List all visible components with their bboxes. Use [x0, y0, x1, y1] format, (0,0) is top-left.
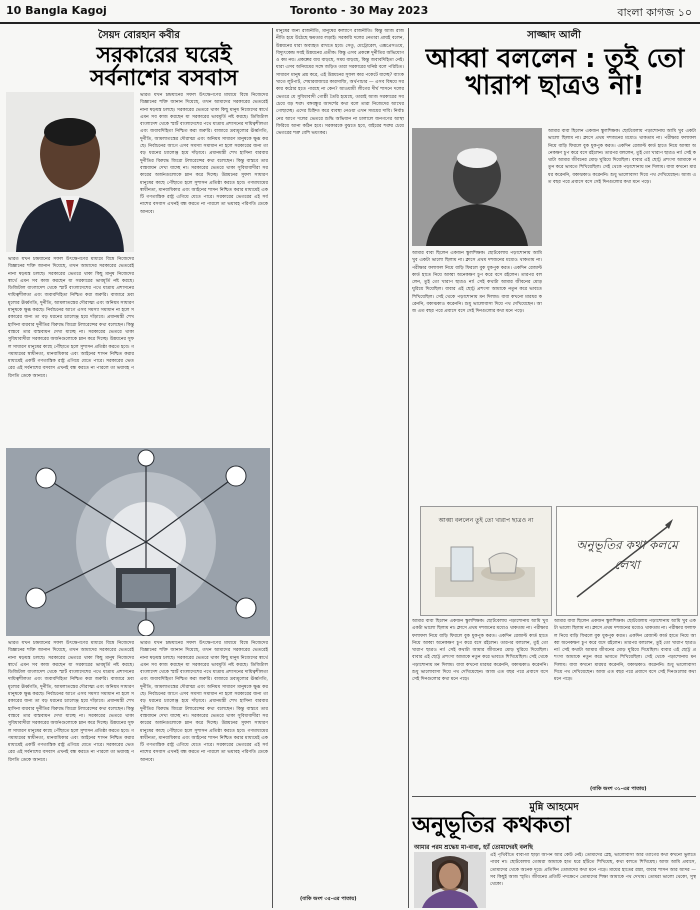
- article-body-part: ভারত যখন চন্দ্রযানের সফল উৎক্ষেপণের মাধ্যমে বিশ্বে নিজেদের বিজ্ঞানের শক্তি জানান দিয়েছে, তখন আমাদের সরকারের ভেতরেই নানা ষড়যন্ত্র চলছে। সরকারের ভেতরে থাকা কিছু মানুষ নিজেদের স্বার্থে এমন সব কাজ করছেন যা সরকারের ভাবমূর্তি নষ্ট করছে। ডিজিটাল বাংলাদেশ থেকে স্মার্ট বাংলাদেশের পথে যাত্রায় প্রশাসনের দায়িত্বশীলতা এবং জবাবদিহিতা নিশ্চিত করা জরুরি। বাজারে দ্রব্যমূল্যের ঊর্ধ্বগতি, দুর্নীতি, আমলাতন্ত্রের দৌরাত্ম্য এবং অনিয়ম সাধারণ মানুষকে ক্ষুব্ধ করছে। নির্বাচনের আগে এসব সমস্যা সমাধান না হলে সরকারের জন্য তা বড় ধরনের চ্যালেঞ্জ হয়ে দাঁড়াবে। প্রধানমন্ত্রী শেখ হাসিনা বারবার দুর্নীতির বিরুদ্ধে জিরো টলারেন্সের কথা বলেছেন। কিন্তু বাস্তবে তার বাস্তবায়ন দেখা যাচ্ছে না। সরকারের ভেতরে থাকা সুবিধাবাদীরা সরকারের অর্জনগুলোকে ম্লান করে দিচ্ছে। উন্নয়নের সুফল সাধারণ মানুষের কাছে পৌঁছাতে হলে সুশাসন প্রতিষ্ঠা করতে হবে। গণমাধ্যমের স্বাধীনতা, মানবাধিকার এবং আইনের শাসন নিশ্চিত করার মাধ্যমেই একটি গণতান্ত্রিক রাষ্ট্র এগিয়ে যেতে পারে। সরকারের ভেতরের এই সর্বনাশের বসবাস এখনই বন্ধ করতে না পারলে তা ভয়াবহ পরিণতি ডেকে আনবে।: [140, 641, 268, 763]
- byline: সৈয়দ বোরহান কবীর: [98, 30, 180, 41]
- author-portrait: [6, 92, 134, 252]
- article-body-part: আমার বাবা ছিলেন একজন স্কুলশিক্ষক। ছোটবেলায় পড়াশোনায় আমি খুব একটা ভালো ছিলাম না। ক্লাসে প্রথম দশজনের মধ্যেও থাকতাম না। পরীক্ষার ফলাফল নিয়ে বাড়ি ফিরলে বুক ধুকপুক করত। একদিন রেজাল্ট কার্ড হাতে নিয়ে আব্বা অনেকক্ষণ চুপ করে বসে রইলেন। তারপর বললেন, তুই তো খারাপ ছাত্রও না! সেই কথাটা আমার জীবনের মোড় ঘুরিয়ে দিয়েছিল। বাবার এই ছোট্ট প্রশংসা আমাকে নতুন করে ভাবতে শিখিয়েছিল। সেই থেকে পড়াশোনায় মন দিলাম। বাবা কখনো মারধর করেননি, বকাঝকাও করেননি। শুধু ভালোবাসা দিয়ে পথ দেখিয়েছেন। আজ এত বছর পরে প্রবাসে বসে সেই দিনগুলোর কথা মনে পড়ে।: [548, 129, 696, 186]
- article-body-part: ভারত যখন চন্দ্রযানের সফল উৎক্ষেপণের মাধ্যমে বিশ্বে নিজেদের বিজ্ঞানের শক্তি জানান দিয়েছে, তখন আমাদের সরকারের ভেতরেই নানা ষড়যন্ত্র চলছে। সরকারের ভেতরে থাকা কিছু মানুষ নিজেদের স্বার্থে এমন সব কাজ করছেন যা সরকারের ভাবমূর্তি নষ্ট করছে। ডিজিটাল বাংলাদেশ থেকে স্মার্ট বাংলাদেশের পথে যাত্রায় প্রশাসনের দায়িত্বশীলতা এবং জবাবদিহিতা নিশ্চিত করা জরুরি। বাজারে দ্রব্যমূল্যের ঊর্ধ্বগতি, দুর্নীতি, আমলাতন্ত্রের দৌরাত্ম্য এবং অনিয়ম সাধারণ মানুষকে ক্ষুব্ধ করছে। নির্বাচনের আগে এসব সমস্যা সমাধান না হলে সরকারের জন্য তা বড় ধরনের চ্যালেঞ্জ হয়ে দাঁড়াবে। প্রধানমন্ত্রী শেখ হাসিনা বারবার দুর্নীতির বিরুদ্ধে জিরো টলারেন্সের কথা বলেছেন। কিন্তু বাস্তবে তার বাস্তবায়ন দেখা যাচ্ছে না। সরকারের ভেতরে থাকা সুবিধাবাদীরা সরকারের অর্জনগুলোকে ম্লান করে দিচ্ছে। উন্নয়নের সুফল সাধারণ মানুষের কাছে পৌঁছাতে হলে সুশাসন প্রতিষ্ঠা করতে হবে। গণমাধ্যমের স্বাধীনতা, মানবাধিকার এবং আইনের শাসন নিশ্চিত করার মাধ্যমেই একটি গণতান্ত্রিক রাষ্ট্র এগিয়ে যেতে পারে। সরকারের ভেতরের এই সর্বনাশের বসবাস এখনই বন্ধ করতে না পারলে তা ভয়াবহ পরিণতি ডেকে আনবে।: [140, 93, 268, 215]
- headline: অনুভূতির কথকতা: [412, 813, 572, 838]
- author-portrait: [412, 128, 542, 246]
- section-divider: [412, 796, 696, 797]
- page-header: [0, 0, 700, 24]
- quote-box: [556, 506, 698, 616]
- article-body-part: আমার বাবা ছিলেন একজন স্কুলশিক্ষক। ছোটবেলায় পড়াশোনায় আমি খুব একটা ভালো ছিলাম না। ক্লাসে প্রথম দশজনের মধ্যেও থাকতাম না। পরীক্ষার ফলাফল নিয়ে বাড়ি ফিরলে বুক ধুকপুক করত। একদিন রেজাল্ট কার্ড হাতে নিয়ে আব্বা অনেকক্ষণ চুপ করে বসে রইলেন। তারপর বললেন, তুই তো খারাপ ছাত্রও না! সেই কথাটা আমার জীবনের মোড় ঘুরিয়ে দিয়েছিল। বাবার এই ছোট্ট প্রশংসা আমাকে নতুন করে ভাবতে শিখিয়েছিল। সেই থেকে পড়াশোনায় মন দিলাম। বাবা কখনো মারধর করেননি, বকাঝকাও করেননি। শুধু ভালোবাসা দিয়ে পথ দেখিয়েছেন। আজ এত বছর পরে প্রবাসে বসে সেই দিনগুলোর কথা মনে পড়ে।: [554, 619, 696, 683]
- headline: সরকারের ঘরেই সর্বনাশের বসবাস: [90, 43, 238, 92]
- article-body-part: ভারত যখন চন্দ্রযানের সফল উৎক্ষেপণের মাধ্যমে বিশ্বে নিজেদের বিজ্ঞানের শক্তি জানান দিয়েছে, তখন আমাদের সরকারের ভেতরেই নানা ষড়যন্ত্র চলছে। সরকারের ভেতরে থাকা কিছু মানুষ নিজেদের স্বার্থে এমন সব কাজ করছেন যা সরকারের ভাবমূর্তি নষ্ট করছে। ডিজিটাল বাংলাদেশ থেকে স্মার্ট বাংলাদেশের পথে যাত্রায় প্রশাসনের দায়িত্বশীলতা এবং জবাবদিহিতা নিশ্চিত করা জরুরি। বাজারে দ্রব্যমূল্যের ঊর্ধ্বগতি, দুর্নীতি, আমলাতন্ত্রের দৌরাত্ম্য এবং অনিয়ম সাধারণ মানুষকে ক্ষুব্ধ করছে। নির্বাচনের আগে এসব সমস্যা সমাধান না হলে সরকারের জন্য তা বড় ধরনের চ্যালেঞ্জ হয়ে দাঁড়াবে। প্রধানমন্ত্রী শেখ হাসিনা বারবার দুর্নীতির বিরুদ্ধে জিরো টলারেন্সের কথা বলেছেন। কিন্তু বাস্তবে তার বাস্তবায়ন দেখা যাচ্ছে না। সরকারের ভেতরে থাকা সুবিধাবাদীরা সরকারের অর্জনগুলোকে ম্লান করে দিচ্ছে। উন্নয়নের সুফল সাধারণ মানুষের কাছে পৌঁছাতে হলে সুশাসন প্রতিষ্ঠা করতে হবে। গণমাধ্যমের স্বাধীনতা, মানবাধিকার এবং আইনের শাসন নিশ্চিত করার মাধ্যমেই একটি গণতান্ত্রিক রাষ্ট্র এগিয়ে যেতে পারে। সরকারের ভেতরের এই সর্বনাশের বসবাস এখনই বন্ধ করতে না পারলে তা ভয়াবহ পরিণতি ডেকে আনবে।: [8, 641, 134, 763]
- quote-caption: আব্বা বললেন তুই তো খারাপ ছাত্রও না: [438, 517, 534, 524]
- article-body-part: আমার বাবা ছিলেন একজন স্কুলশিক্ষক। ছোটবেলায় পড়াশোনায় আমি খুব একটা ভালো ছিলাম না। ক্লাসে প্রথম দশজনের মধ্যেও থাকতাম না। পরীক্ষার ফলাফল নিয়ে বাড়ি ফিরলে বুক ধুকপুক করত। একদিন রেজাল্ট কার্ড হাতে নিয়ে আব্বা অনেকক্ষণ চুপ করে বসে রইলেন। তারপর বললেন, তুই তো খারাপ ছাত্রও না! সেই কথাটা আমার জীবনের মোড় ঘুরিয়ে দিয়েছিল। বাবার এই ছোট্ট প্রশংসা আমাকে নতুন করে ভাবতে শিখিয়েছিল। সেই থেকে পড়াশোনায় মন দিলাম। বাবা কখনো মারধর করেননি, বকাঝকাও করেননি। শুধু ভালোবাসা দিয়ে পথ দেখিয়েছেন। আজ এত বছর পরে প্রবাসে বসে সেই দিনগুলোর কথা মনে পড়ে।: [412, 251, 542, 315]
- continued-note: (বাকি অংশ ৩৫-এর পাতায়): [300, 896, 357, 902]
- headline: আব্বা বললেন : তুই তো খারাপ ছাত্রও না!: [425, 44, 685, 102]
- article-intro: আমার পরম শ্রদ্ধেয় মা-বাবা, হ্যাঁ তোমাদেরই বলছি: [414, 844, 533, 851]
- article-body-part: ভারত যখন চন্দ্রযানের সফল উৎক্ষেপণের মাধ্যমে বিশ্বে নিজেদের বিজ্ঞানের শক্তি জানান দিয়েছে, তখন আমাদের সরকারের ভেতরেই নানা ষড়যন্ত্র চলছে। সরকারের ভেতরে থাকা কিছু মানুষ নিজেদের স্বার্থে এমন সব কাজ করছেন যা সরকারের ভাবমূর্তি নষ্ট করছে। ডিজিটাল বাংলাদেশ থেকে স্মার্ট বাংলাদেশের পথে যাত্রায় প্রশাসনের দায়িত্বশীলতা এবং জবাবদিহিতা নিশ্চিত করা জরুরি। বাজারে দ্রব্যমূল্যের ঊর্ধ্বগতি, দুর্নীতি, আমলাতন্ত্রের দৌরাত্ম্য এবং অনিয়ম সাধারণ মানুষকে ক্ষুব্ধ করছে। নির্বাচনের আগে এসব সমস্যা সমাধান না হলে সরকারের জন্য তা বড় ধরনের চ্যালেঞ্জ হয়ে দাঁড়াবে। প্রধানমন্ত্রী শেখ হাসিনা বারবার দুর্নীতির বিরুদ্ধে জিরো টলারেন্সের কথা বলেছেন। কিন্তু বাস্তবে তার বাস্তবায়ন দেখা যাচ্ছে না। সরকারের ভেতরে থাকা সুবিধাবাদীরা সরকারের অর্জনগুলোকে ম্লান করে দিচ্ছে। উন্নয়নের সুফল সাধারণ মানুষের কাছে পৌঁছাতে হলে সুশাসন প্রতিষ্ঠা করতে হবে। গণমাধ্যমের স্বাধীনতা, মানবাধিকার এবং আইনের শাসন নিশ্চিত করার মাধ্যমেই একটি গণতান্ত্রিক রাষ্ট্র এগিয়ে যেতে পারে। সরকারের ভেতরের এই সর্বনাশের বসবাস এখনই বন্ধ করতে না পারলে তা ভয়াবহ পরিণতি ডেকে আনবে।: [8, 257, 134, 379]
- article-body-part: আমার বাবা ছিলেন একজন স্কুলশিক্ষক। ছোটবেলায় পড়াশোনায় আমি খুব একটা ভালো ছিলাম না। ক্লাসে প্রথম দশজনের মধ্যেও থাকতাম না। পরীক্ষার ফলাফল নিয়ে বাড়ি ফিরলে বুক ধুকপুক করত। একদিন রেজাল্ট কার্ড হাতে নিয়ে আব্বা অনেকক্ষণ চুপ করে বসে রইলেন। তারপর বললেন, তুই তো খারাপ ছাত্রও না! সেই কথাটা আমার জীবনের মোড় ঘুরিয়ে দিয়েছিল। বাবার এই ছোট্ট প্রশংসা আমাকে নতুন করে ভাবতে শিখিয়েছিল। সেই থেকে পড়াশোনায় মন দিলাম। বাবা কখনো মারধর করেননি, বকাঝকাও করেননি। শুধু ভালোবাসা দিয়ে পথ দেখিয়েছেন। আজ এত বছর পরে প্রবাসে বসে সেই দিনগুলোর কথা মনে পড়ে।: [412, 619, 548, 683]
- author-portrait: [414, 852, 486, 908]
- quote-box-text: অনুভূতির কথা কলমে লেখা: [576, 538, 678, 572]
- byline: সাজ্জাদ আলী: [527, 30, 581, 41]
- quote-photo: [420, 506, 552, 616]
- page-label: 10 Bangla Kagoj: [6, 4, 107, 17]
- continued-note: (বাকি অংশ ৩১-এর পাতায়): [590, 786, 647, 792]
- date-line: Toronto - 30 May 2023: [290, 4, 429, 17]
- byline: মুন্নি আহমেদ: [529, 802, 579, 813]
- column-divider: [408, 28, 409, 908]
- right-page-label: বাংলা কাগজ ১০: [617, 6, 692, 19]
- article-body-part: মানুষের জন্য রাজনীতি, মানুষের কল্যাণে রাজনীতি। কিন্তু আজ রাজনীতি হয়ে উঠেছে ক্ষমতার লড়াই। সরকারি দলের নেতারা প্রায়ই বলেন, উন্নয়নের ধারা অব্যাহত রাখতে হবে। সেতু, মেট্রোরেল, এক্সপ্রেসওয়ে, বিদ্যুৎকেন্দ্র সবই উন্নয়নের প্রতীক। কিন্তু এসব প্রকল্পে দুর্নীতির অভিযোগও কম নয়। প্রকল্পের ব্যয় বাড়ছে, সময় বাড়ছে, কিন্তু জবাবদিহিতা নেই। যারা এসব অনিয়মের সঙ্গে জড়িত তারা সরকারের ঘনিষ্ঠ বলে পরিচিত। সাধারণ মানুষ প্রশ্ন করে, এই উন্নয়নের সুফল কার পকেটে যাচ্ছে? ব্যাংক খাতে লুটপাট, শেয়ারবাজারে কারসাজি, অর্থপাচার — এসব বিষয়ে সরকার কঠোর হতে পারছে না কেন? আওয়ামী লীগের দীর্ঘ শাসনে দলের ভেতরে যে সুবিধাবাদী গোষ্ঠী তৈরি হয়েছে, তারাই আজ সরকারের সবচেয়ে বড় শত্রু। বঙ্গবন্ধুর আদর্শের কথা বলে তারা নিজেদের আখের গোছাচ্ছে। এদের চিহ্নিত করে ব্যবস্থা নেওয়া এখন সময়ের দাবি। নির্বাচনের আগে দলের ভেতরে শুদ্ধি অভিযান না চালালে জনগণের আস্থা ফিরিয়ে আনা কঠিন হবে। সরকারকে বুঝতে হবে, বাইরের শত্রুর চেয়ে ভেতরের শত্রু বেশি ভয়ংকর।: [276, 29, 404, 137]
- column-divider: [272, 28, 273, 908]
- technology-collage-image: [6, 448, 270, 636]
- article-body-part: এই পৃথিবীতে বাবা-মা ছাড়া আপন আর কেউ নেই। তোমাদের স্নেহ, ভালোবাসা আর ত্যাগের কথা কখনো ভুলতে পারব না। ছোটবেলায় তোমরা আমাকে হাত ধরে হাঁটতে শিখিয়েছ, কথা বলতে শিখিয়েছ। আজ আমি প্রবাসে, তোমাদের থেকে অনেক দূরে। প্রতিদিন তোমাদের কথা মনে পড়ে। মায়ের হাতের রান্না, বাবার শাসন আর আদর — সব কিছুই আজ স্মৃতি। জীবনের প্রতিটি পদক্ষেপে তোমাদের শিক্ষা আমাকে পথ দেখায়। তোমরা ভালো থেকো, সুস্থ থেকো।: [490, 853, 696, 888]
